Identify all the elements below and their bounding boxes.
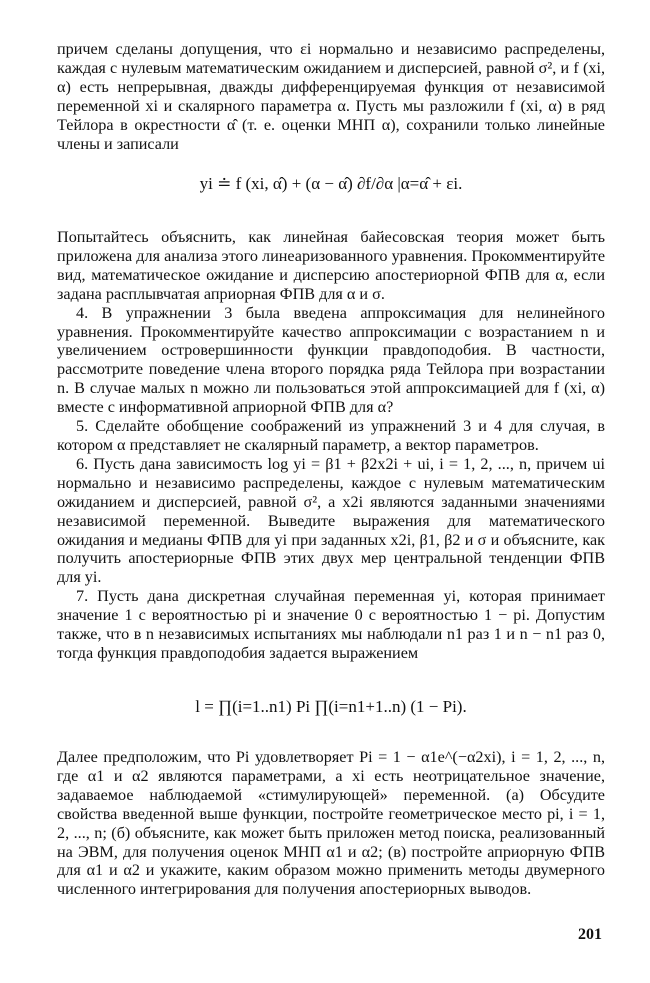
paragraph: Далее предположим, что Pi удовлетворяет Pi = 1 − α1e^(−α2xi), i = 1, 2, ..., n, где α1 и α2 являются параметрами, а xi есть неотрицательное значение, задаваемое наблюдаемой «стимулирующей» переменной. (а) Обсудите свойства введенной выше функции, постройте геометрическое место pi, i = 1, 2, ..., n; (б) объясните, как может быть приложен метод поиска, реализованный на ЭВМ, для получения оценок МНП α1 и α2; (в) постройте априорную ФПВ для α1 и α2 и укажите, каким образом можно применить методы двумерного численного интегрирования для получения апостериорных выводов.: [57, 748, 605, 899]
likelihood-formula: l = ∏(i=1..n1) Pi ∏(i=n1+1..n) (1 − Pi).: [195, 697, 467, 716]
exercise-6: 6. Пусть дана зависимость log yi = β1 + β2x2i + ui, i = 1, 2, ..., n, причем ui нормально и независимо распределены, каждое с нулевым математическим ожиданием и дисперсией, равной σ², а x2i являются заданными значениями независимой переменной. Выведите выражения для математического ожидания и медианы ФПВ для yi при заданных x2i, β1, β2 и σ и объясните, как получить апостериорные ФПВ этих двух мер центральной тенденции ФПВ для yi.: [57, 454, 605, 587]
paragraph-block-3: [57, 748, 605, 899]
taylor-formula: yi ≐ f (xi, α̂) + (α − α̂) ∂f/∂α |α=α̂ + εi.: [199, 174, 463, 193]
paragraph-block-1: [57, 40, 605, 153]
paragraph: причем сделаны допущения, что εi нормально и независимо распределены, каждая с нулевым математическим ожиданием и дисперсией, равной σ², и f (xi, α) есть непрерывная, дважды дифференцируемая функция от независимой переменной xi и скалярного параметра α. Пусть мы разложили f (xi, α) в ряд Тейлора в окрестности α̂ (т. е. оценки МНП α), сохранили только линейные члены и записали: [57, 40, 605, 153]
exercise-5: 5. Сделайте обобщение соображений из упражнений 3 и 4 для случая, в котором α представляет не скалярный параметр, а вектор параметров.: [57, 417, 605, 454]
exercise-7: 7. Пусть дана дискретная случайная переменная yi, которая принимает значение 1 с вероятностью pi и значение 0 с вероятностью 1 − pi. Допустим также, что в n независимых испытаниях мы наблюдали n1 раз 1 и n − n1 раз 0, тогда функция правдоподобия задается выражением: [57, 587, 605, 662]
page-number: 201: [578, 926, 602, 943]
paragraph: Попытайтесь объяснить, как линейная байесовская теория может быть приложена для анализа этого линеаризованного уравнения. Прокомментируйте вид, математическое ожидание и дисперсию апостериорной ФПВ для α, если задана расплывчатая априорная ФПВ для α и σ.: [57, 228, 605, 303]
exercise-4: 4. В упражнении 3 была введена аппроксимация для нелинейного уравнения. Прокомментируйте качество аппроксимации с возрастанием n и увеличением островершинности функции правдоподобия. В частности, рассмотрите поведение члена второго порядка ряда Тейлора при возрастании n. В случае малых n можно ли пользоваться этой аппроксимацией для f (xi, α) вместе с информативной априорной ФПВ для α?: [57, 303, 605, 417]
paragraph-block-2: [57, 228, 605, 663]
